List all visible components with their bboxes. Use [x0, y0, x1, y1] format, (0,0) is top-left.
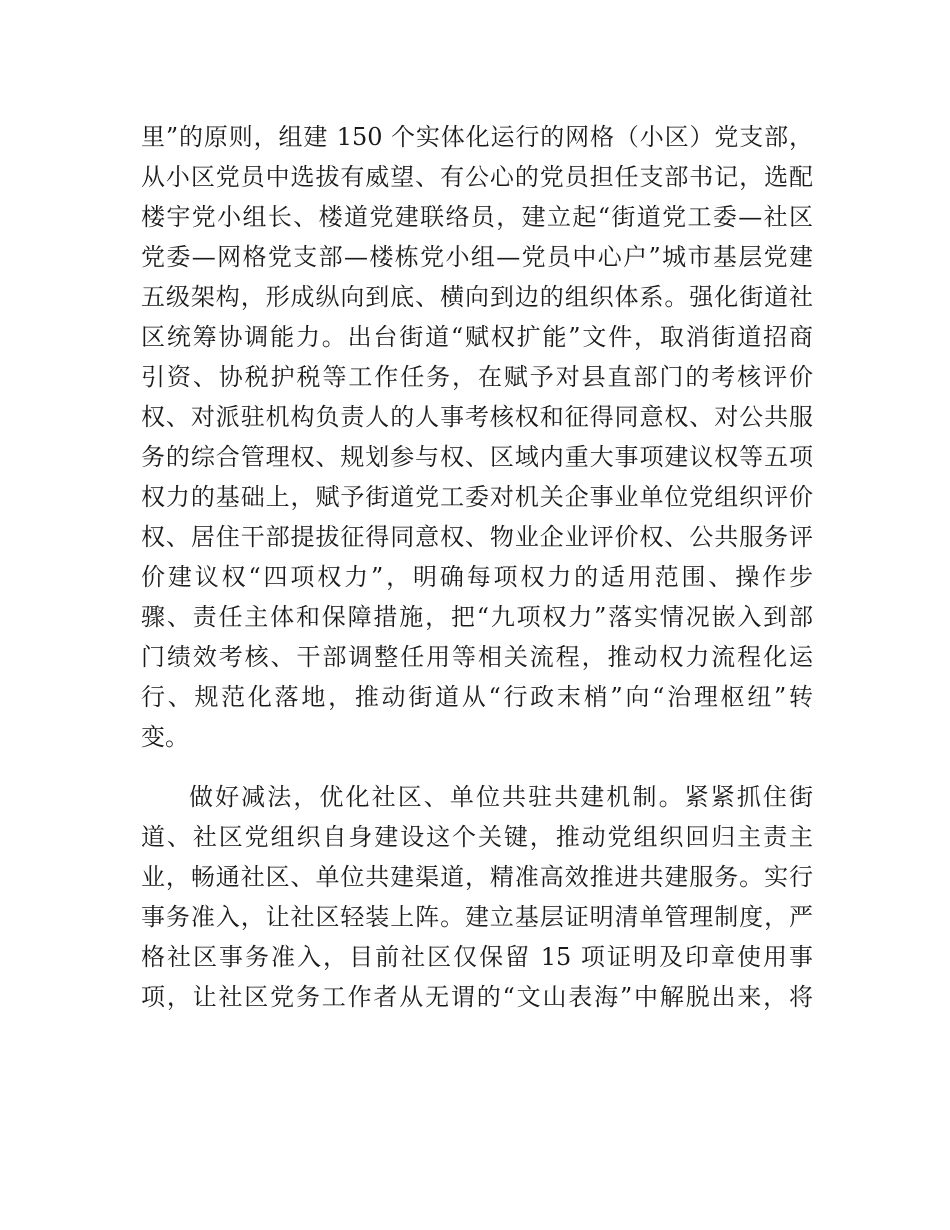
text-line: 价建议权“四项权力”，明确每项权力的适用范围、操作步	[141, 563, 813, 591]
text-line: 做好减法，优化社区、单位共驻共建机制。紧紧抓住街	[189, 783, 813, 811]
text-line: 区统筹协调能力。出台街道“赋权扩能”文件，取消街道招商	[141, 323, 813, 351]
text-line: 务的综合管理权、规划参与权、区域内重大事项建议权等五项	[141, 443, 813, 471]
text-line: 楼宇党小组长、楼道党建联络员，建立起“街道党工委—社区	[141, 203, 813, 231]
text-line: 门绩效考核、干部调整任用等相关流程，推动权力流程化运	[141, 643, 813, 671]
text-line: 引资、协税护税等工作任务，在赋予对县直部门的考核评价	[141, 363, 813, 391]
body-text	[141, 117, 813, 1017]
text-line: 事务准入，让社区轻装上阵。建立基层证明清单管理制度，严	[141, 903, 813, 931]
text-line: 业，畅通社区、单位共建渠道，精准高效推进共建服务。实行	[141, 863, 813, 891]
text-line: 格社区事务准入，目前社区仅保留 15 项证明及印章使用事	[141, 943, 813, 971]
paragraph-2	[141, 777, 813, 1017]
text-line: 权、居住干部提拔征得同意权、物业企业评价权、公共服务评	[141, 523, 813, 551]
text-line: 五级架构，形成纵向到底、横向到边的组织体系。强化街道社	[141, 283, 813, 311]
text-line: 里”的原则，组建 150 个实体化运行的网格（小区）党支部，	[141, 123, 813, 151]
text-line: 党委—网格党支部—楼栋党小组—党员中心户”城市基层党建	[141, 243, 813, 271]
text-line: 项，让社区党务工作者从无谓的“文山表海”中解脱出来，将	[141, 983, 813, 1011]
paragraph-1	[141, 117, 813, 757]
text-line: 变。	[141, 723, 189, 751]
text-line: 权、对派驻机构负责人的人事考核权和征得同意权、对公共服	[141, 403, 813, 431]
paragraph-spacer	[141, 757, 813, 777]
text-line: 权力的基础上，赋予街道党工委对机关企事业单位党组织评价	[141, 483, 813, 511]
text-line: 道、社区党组织自身建设这个关键，推动党组织回归主责主	[141, 823, 813, 851]
text-line: 从小区党员中选拔有威望、有公心的党员担任支部书记，选配	[141, 163, 813, 191]
text-line: 行、规范化落地，推动街道从“行政末梢”向“治理枢纽”转	[141, 683, 813, 711]
text-line: 骤、责任主体和保障措施，把“九项权力”落实情况嵌入到部	[141, 603, 813, 631]
